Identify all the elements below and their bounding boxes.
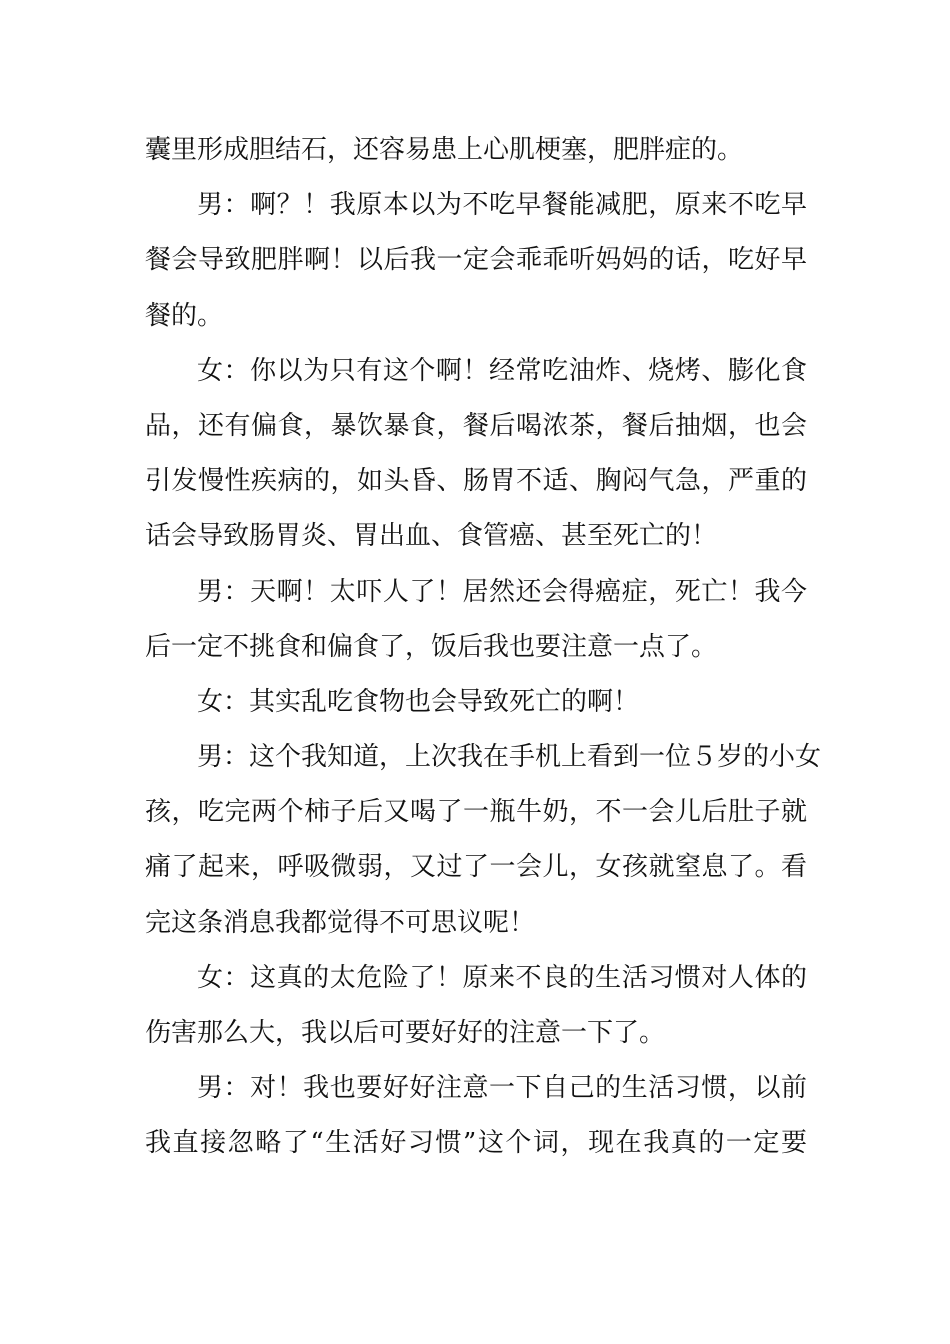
text-line: 品，还有偏食，暴饮暴食，餐后喝浓茶，餐后抽烟，也会 bbox=[145, 410, 807, 441]
text-line: 痛了起来，呼吸微弱，又过了一会儿，女孩就窒息了。看 bbox=[145, 852, 807, 883]
document-body bbox=[145, 128, 822, 1177]
text-line: 引发慢性疾病的，如头昏、肠胃不适、胸闷气急，严重的 bbox=[145, 466, 807, 497]
text-line: 男：对！我也要好好注意一下自己的生活习惯，以前 bbox=[197, 1073, 807, 1104]
text-line: 后一定不挑食和偏食了，饭后我也要注意一点了。 bbox=[145, 631, 718, 662]
text-line: 男：啊？！我原本以为不吃早餐能减肥，原来不吃早 bbox=[197, 190, 807, 221]
text-line: 男：天啊！太吓人了！居然还会得癌症，死亡！我今 bbox=[197, 576, 807, 607]
text-line: 完这条消息我都觉得不可思议呢！ bbox=[145, 907, 536, 938]
text-line: 孩，吃完两个柿子后又喝了一瓶牛奶，不一会儿后肚子就 bbox=[145, 797, 807, 828]
text-line: 女：其实乱吃食物也会导致死亡的啊！ bbox=[197, 686, 640, 717]
text-line: 男：这个我知道，上次我在手机上看到一位５岁的小女 bbox=[197, 742, 822, 773]
text-line: 女：你以为只有这个啊！经常吃油炸、烧烤、膨化食 bbox=[197, 355, 807, 386]
text-line: 话会导致肠胃炎、胃出血、食管癌、甚至死亡的！ bbox=[145, 521, 718, 552]
text-line: 我直接忽略了“生活好习惯”这个词，现在我真的一定要 bbox=[145, 1128, 807, 1159]
text-line: 餐的。 bbox=[145, 300, 224, 331]
text-line: 餐会导致肥胖啊！以后我一定会乖乖听妈妈的话，吃好早 bbox=[145, 245, 807, 276]
text-line: 囊里形成胆结石，还容易患上心肌梗塞，肥胖症的。 bbox=[145, 135, 744, 165]
text-line: 伤害那么大，我以后可要好好的注意一下了。 bbox=[145, 1018, 666, 1048]
text-line: 女：这真的太危险了！原来不良的生活习惯对人体的 bbox=[197, 962, 807, 993]
